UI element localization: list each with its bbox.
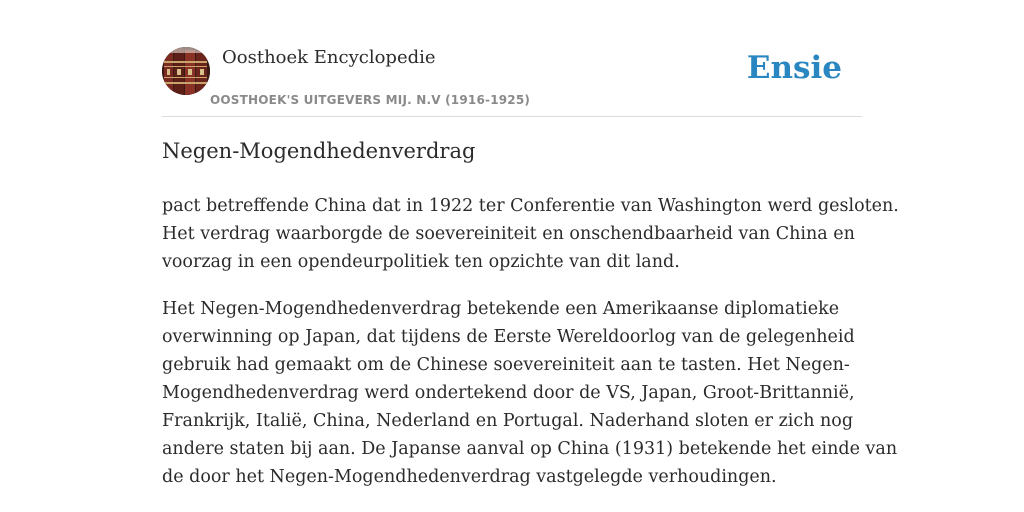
text-line: overwinning op Japan, dat tijdens de Eerste Wereldoorlog van de gelegenheid bbox=[162, 327, 855, 347]
text-line: Het Negen-Mogendhedenverdrag betekende een Amerikaanse diplomatieke bbox=[162, 299, 840, 319]
source-title[interactable]: Oosthoek Encyclopedie bbox=[222, 47, 436, 68]
text-line: de door het Negen-Mogendhedenverdrag vastgelegde verhoudingen. bbox=[162, 467, 777, 487]
text-line: gebruik had gemaakt om de Chinese soevereiniteit aan te tasten. Het Negen- bbox=[162, 355, 850, 375]
article-title: Negen-Mogendhedenverdrag bbox=[162, 139, 476, 163]
source-header bbox=[162, 46, 862, 117]
source-subtitle: OOSTHOEK'S UITGEVERS MIJ. N.V (1916-1925) bbox=[210, 93, 531, 107]
text-line: Frankrijk, Italië, China, Nederland en Portugal. Naderhand sloten er zich nog bbox=[162, 411, 854, 431]
paragraph bbox=[162, 295, 898, 491]
brand-logo[interactable]: Ensie bbox=[746, 50, 842, 86]
text-line: pact betreffende China dat in 1922 ter Conferentie van Washington werd gesloten. bbox=[162, 196, 899, 216]
text-line: andere staten bij aan. De Japanse aanval op China (1931) betekende het einde van bbox=[162, 439, 898, 459]
article-body bbox=[162, 192, 899, 510]
paragraph bbox=[162, 192, 899, 276]
text-line: Mogendhedenverdrag werd ondertekend door de VS, Japan, Groot-Brittannië, bbox=[162, 383, 855, 403]
book-spines-icon[interactable] bbox=[162, 47, 210, 95]
text-line: Het verdrag waarborgde de soevereiniteit en onschendbaarheid van China en bbox=[162, 224, 855, 244]
text-line: voorzag in een opendeurpolitiek ten opzichte van dit land. bbox=[162, 252, 680, 272]
